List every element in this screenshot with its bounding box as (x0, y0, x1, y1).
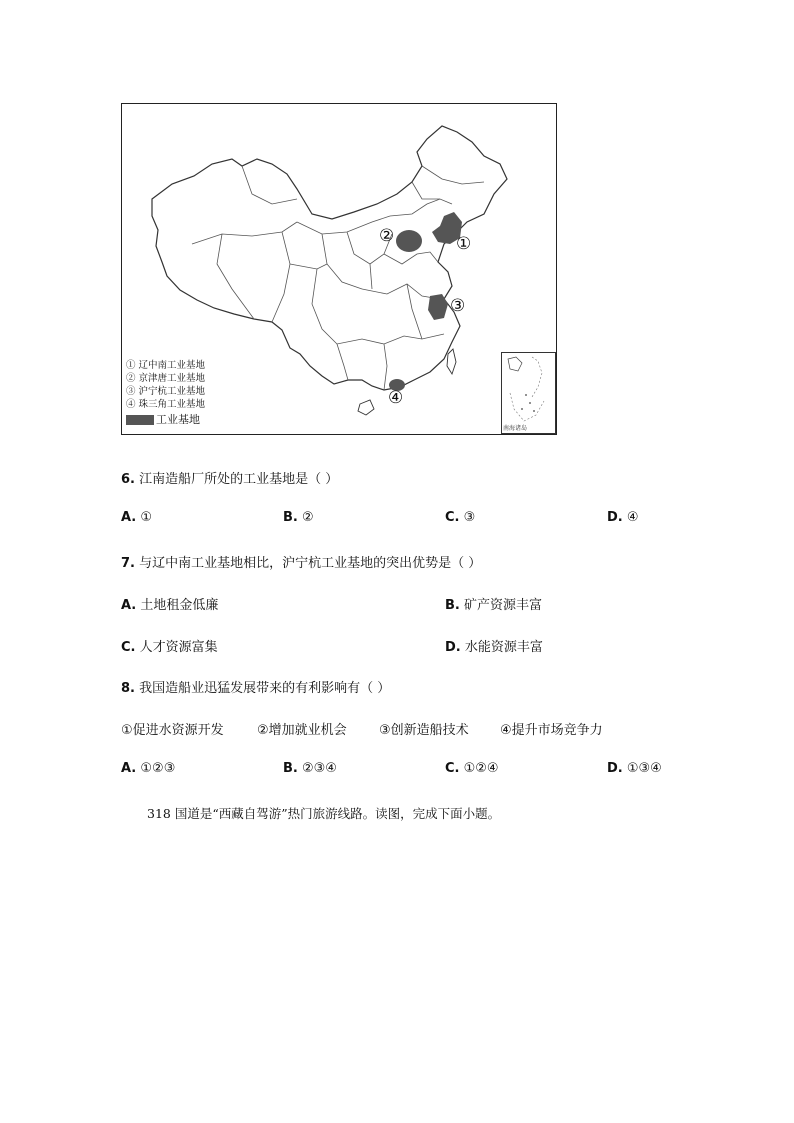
option-text: ①②③ (140, 761, 176, 776)
question-7-number: 7. (121, 556, 135, 571)
question-6-text: 江南造船厂所处的工业基地是（ ） (139, 472, 339, 487)
south-china-sea-inset (501, 352, 556, 434)
q8-statement-1: ①促进水资源开发 (121, 723, 224, 738)
option-text: ①②④ (463, 761, 499, 776)
q7-option-d[interactable] (445, 636, 543, 655)
q7-option-c[interactable] (121, 636, 218, 655)
legend-swatch-label: 工业基地 (156, 413, 200, 426)
option-letter: D. (607, 510, 623, 525)
map-legend (126, 359, 205, 426)
option-letter: D. (445, 640, 461, 655)
q6-option-c[interactable] (445, 510, 475, 525)
option-text: ②③④ (302, 761, 337, 776)
option-letter: B. (283, 510, 298, 525)
q7-option-a[interactable] (121, 594, 218, 613)
option-text: ①③④ (626, 761, 662, 776)
legend-swatch (126, 415, 154, 425)
option-letter: D. (607, 761, 623, 776)
option-text: 水能资源丰富 (464, 640, 543, 655)
option-letter: C. (445, 510, 460, 525)
question-6-number: 6. (121, 472, 135, 487)
option-text: ③ (463, 510, 476, 525)
option-letter: A. (121, 598, 137, 613)
option-text: ② (302, 510, 314, 525)
callout-4: ④ (388, 388, 404, 408)
callout-2: ② (379, 226, 395, 246)
q8-statement-2: ②增加就业机会 (257, 723, 347, 738)
option-letter: B. (283, 761, 298, 776)
legend-swatch-row (126, 413, 205, 426)
q8-option-d[interactable] (607, 761, 662, 776)
question-8-text: 我国造船业迅猛发展带来的有利影响有（ ） (139, 681, 391, 696)
option-letter: C. (121, 640, 136, 655)
question-7-text: 与辽中南工业基地相比，沪宁杭工业基地的突出优势是（ ） (139, 556, 482, 571)
option-text: ④ (626, 510, 639, 525)
q8-statement-3: ③创新造船技术 (379, 723, 469, 738)
question-8 (121, 677, 390, 696)
inset-label: 南海诸岛 (503, 425, 528, 432)
question-6 (121, 468, 338, 487)
option-letter: B. (445, 598, 460, 613)
q7-option-b[interactable] (445, 594, 542, 613)
option-text: ① (140, 510, 153, 525)
legend-item-3: ③ 沪宁杭工业基地 (126, 386, 206, 397)
option-text: 人才资源富集 (139, 640, 218, 655)
q8-option-b[interactable] (283, 761, 337, 776)
q8-option-c[interactable] (445, 761, 499, 776)
q6-option-a[interactable] (121, 510, 152, 525)
q8-option-a[interactable] (121, 761, 175, 776)
hainan-island (358, 400, 374, 415)
legend-item-4: ④ 珠三角工业基地 (126, 399, 206, 410)
legend-item-1: ① 辽中南工业基地 (126, 360, 206, 371)
option-text: 土地租金低廉 (140, 598, 219, 613)
legend-item-2: ② 京津唐工业基地 (126, 373, 206, 384)
base-2-shape (396, 230, 422, 252)
callout-3: ③ (450, 296, 466, 316)
callout-1: ① (456, 234, 472, 254)
option-letter: C. (445, 761, 460, 776)
china-industrial-map (121, 103, 557, 435)
option-letter: A. (121, 761, 137, 776)
option-letter: A. (121, 510, 137, 525)
q6-option-b[interactable] (283, 510, 314, 525)
taiwan-island (447, 349, 456, 374)
question-8-number: 8. (121, 681, 135, 696)
question-7 (121, 552, 481, 571)
q8-statement-4: ④提升市场竞争力 (500, 723, 603, 738)
option-text: 矿产资源丰富 (464, 598, 543, 613)
q6-option-d[interactable] (607, 510, 639, 525)
next-section-intro: 318 国道是“西藏自驾游”热门旅游线路。读图，完成下面小题。 (147, 806, 501, 821)
